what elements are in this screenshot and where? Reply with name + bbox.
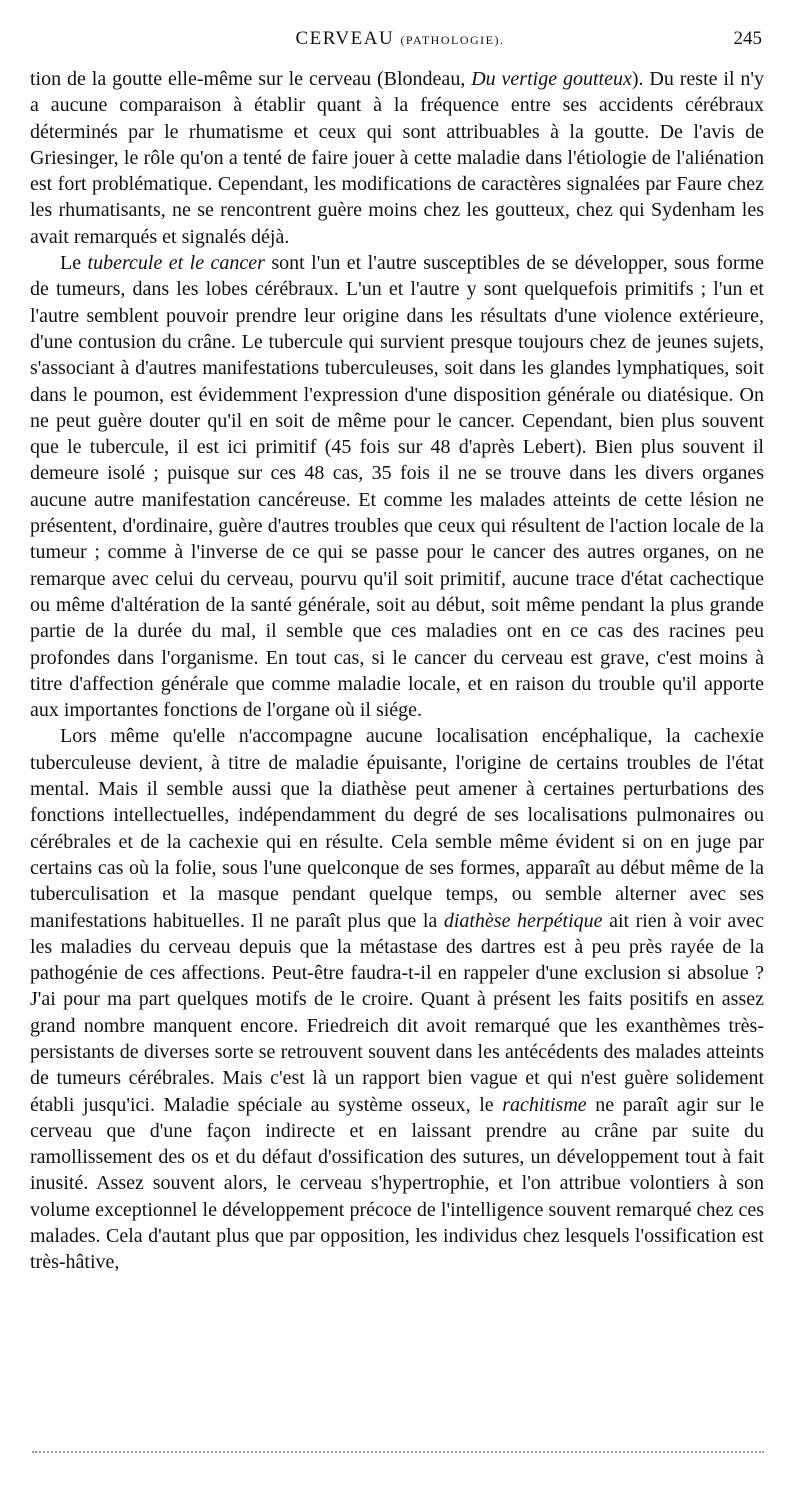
- paragraph: [30, 250, 764, 723]
- page-header: [30, 28, 770, 58]
- body-text: [30, 66, 764, 1276]
- text-run: tion de la goutte elle-même sur le cerveau (Blondeau,: [30, 68, 472, 90]
- text-run: ait rien à voir avec les maladies du cerveau depuis que la métastase des dartres est à peu près rayée de la pathogénie de ces affections. Peut-être faudra-t-il en rappeler d'une exclusion si absolue ? J'ai pour ma part quelques motifs de le croire. Quant à présent les faits positifs en assez grand nombre manquent encore. Friedreich dit avoit remarqué que les exanthèmes très-persistants de diverses sorte se retrouvent souvent dans les antécédents des malades atteints de tumeurs cérébrales. Mais c'est là un rapport bien vague et qui n'est guère solidement établi jusqu'ici. Maladie spéciale au système osseux, le: [30, 909, 764, 1116]
- page-number: 245: [733, 28, 762, 49]
- running-title-subtitle: (PATHOLOGIE).: [400, 33, 505, 47]
- italic-term: Du vertige goutteux: [471, 68, 632, 90]
- text-run: Lors même qu'elle n'accompagne aucune localisation encéphalique, la cachexie tuberculeuse devient, à titre de maladie épuisante, l'origine de certains troubles de l'état mental. Mais il semble aussi que la diathèse peut amener à certaines perturbations des fonctions intellectuelles, indépendamment du degré de ses localisations pulmonaires ou cérébrales et de la cachexie qui en résulte. Cela semble même évident si on en juge par certains cas où la folie, sous l'une quelconque de ses formes, apparaît au début même de la tuberculisation et la masque pendant quelque temps, ou semble alterner avec ses manifestations habituelles. Il ne paraît plus que la: [30, 725, 764, 932]
- italic-term: rachitisme: [502, 1093, 587, 1116]
- footer-dotted-rule: [32, 1451, 764, 1453]
- paragraph: [30, 66, 764, 250]
- text-run: Le: [60, 252, 88, 275]
- italic-term: diathèse herpétique: [443, 909, 603, 932]
- text-run: ). Du reste il n'y a aucune comparaison à établir quant à la fréquence entre ses accidents cérébraux déterminés par le rhumatisme et ceux qui sont attribuables à la goutte. De l'avis de Griesinger, le rôle qu'on a tenté de faire jouer à cette maladie dans l'étiologie de l'aliénation est fort problématique. Cependant, les modifications de caractères signalées par Faure chez les rhumatisants, ne se rencontrent guère moins chez les goutteux, chez qui Sydenham les avait remarqués et signalés déjà.: [30, 68, 765, 248]
- paragraph: [30, 723, 764, 1275]
- running-title-main: CERVEAU: [295, 28, 395, 49]
- running-title: [30, 28, 770, 50]
- text-run: ne paraît agir sur le cerveau que d'une façon indirecte et en laissant prendre au crâne par suite du ramollissement des os et du défaut d'ossification des sutures, un développement tout à fait inusité. Assez souvent alors, le cerveau s'hypertrophie, et l'on attribue volontiers à son volume exceptionnel le développement précoce de l'intelligence souvent remarqué chez ces malades. Cela d'autant plus que par opposition, les individus chez lesquels l'ossification est très-hâtive,: [30, 1093, 764, 1274]
- text-run: sont l'un et l'autre susceptibles de se développer, sous forme de tumeurs, dans les lobes cérébraux. L'un et l'autre y sont quelquefois primitifs ; l'un et l'autre semblent pouvoir prendre leur origine dans les résultats d'une violence extérieure, d'une contusion du crâne. Le tubercule qui survient presque toujours chez de jeunes sujets, s'associant à d'autres manifestations tuberculeuses, soit dans les glandes lymphatiques, soit dans le poumon, est évidemment l'expression d'une disposition générale ou diatésique. On ne peut guère douter qu'il en soit de même pour le cancer. Cependant, bien plus souvent que le tubercule, il est ici primitif (45 fois sur 48 d'après Lebert). Bien plus souvent il demeure isolé ; puisque sur ces 48 cas, 35 fois il ne se trouve dans les divers organes aucune autre manifestation cancéreuse. Et comme les malades atteints de cette lésion ne présentent, d'ordinaire, guère d'autres troubles que ceux qui résultent de l'action locale de la tumeur ; comme à l'inverse de ce qui se passe pour le cancer des autres organes, on ne remarque avec celui du cerveau, pourvu qu'il soit primitif, aucune trace d'état cachectique ou même d'altération de la santé générale, soit au début, soit même pendant la plus grande partie de la durée du mal, il semble que ces maladies ont en ce cas des racines peu profondes dans l'organisme. En tout cas, si le cancer du cerveau est grave, c'est moins à titre d'affection générale que comme maladie locale, et en raison du trouble qu'il apporte aux importantes fonctions de l'organe où il siége.: [30, 252, 765, 722]
- italic-term: tubercule et le cancer: [87, 252, 265, 275]
